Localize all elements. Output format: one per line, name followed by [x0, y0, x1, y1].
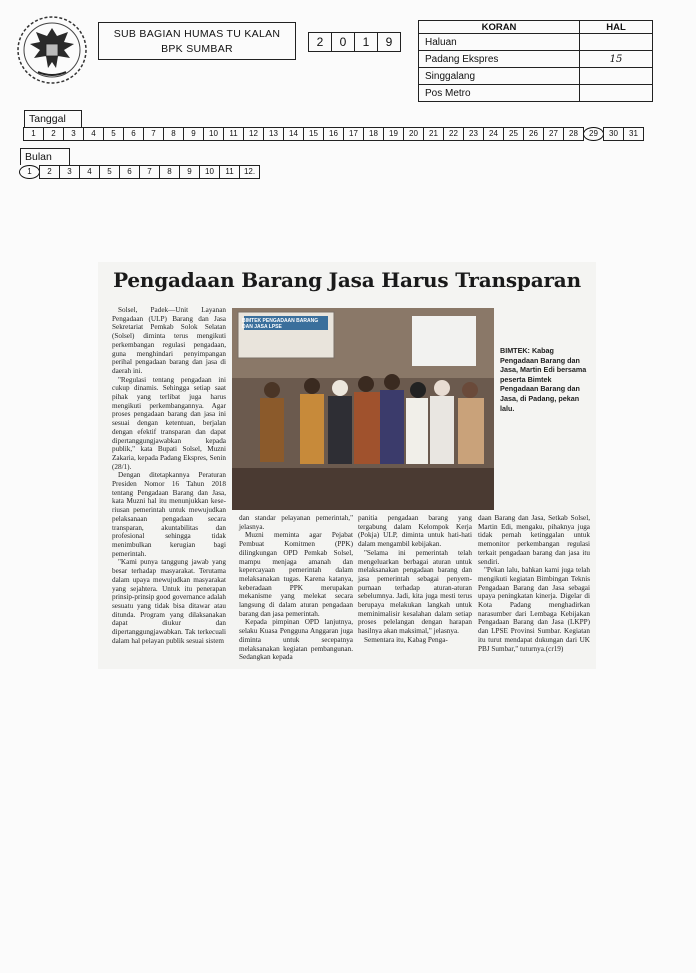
article-paragraph: "Selama ini pemerintah telah mengeluarkan berbagai aturan untuk melaksanakan pengadaan barang dan jasa pemerintah sebagai penyem-purnaan terhadap aturan-aturan sebelumnya. Jadi, kita juga mesti terus berupaya melakukan langkah untuk meminimalisir kesalahan dalam setiap proses pelelangan dengan harapan hasilnya akan maksimal," jelasnya.	[358, 548, 472, 636]
newspaper-table	[418, 20, 653, 102]
day-box: 27	[543, 127, 564, 141]
newspaper-name: Haluan	[419, 34, 580, 51]
day-box: 28	[563, 127, 584, 141]
article-column-1	[112, 306, 226, 645]
page-number: 15	[580, 51, 653, 68]
article-paragraph: "Kami punya tanggung jawab yang besar terhadap masyarakat. Terutama dalam upaya mewujudkan masyarakat yang sejahtera. Untuk itu penerapan prinsip-prinsip good governance adalah sesuatu yang tidak bisa ditawar atau ditunda. Program yang dilaksanakan dapat diukur dan dipertanggungjawabkan. Tak terkecuali dalam hal pelayan publik sesuai sistem	[112, 558, 226, 645]
day-box: 2	[43, 127, 64, 141]
article-column-2	[239, 514, 353, 662]
month-box-selected: 1	[19, 165, 40, 179]
article-column-4	[478, 514, 590, 653]
day-box: 16	[323, 127, 344, 141]
month-box: 5	[99, 165, 120, 179]
article-paragraph: panitia pengadaan barang yang tergabung dalam Kelompok Kerja (Pokja) ULP, diminta untuk hati-hati dalam mengambil kebijakan.	[358, 514, 472, 549]
newspaper-clipping	[98, 262, 596, 669]
month-box: 9	[179, 165, 200, 179]
day-box: 6	[123, 127, 144, 141]
page-number	[580, 34, 653, 51]
day-box: 15	[303, 127, 324, 141]
day-box: 22	[443, 127, 464, 141]
article-paragraph: Sementara itu, Kabag Penga-	[364, 635, 448, 644]
year-boxes	[309, 32, 401, 52]
day-box: 31	[623, 127, 644, 141]
newspaper-name: Singgalang	[419, 68, 580, 85]
day-box: 30	[603, 127, 624, 141]
month-box: 10	[199, 165, 220, 179]
day-box: 9	[183, 127, 204, 141]
article-paragraph: Muzni meminta agar Pejabat Pembuat Komitmen (PPK) dilingkungan OPD Pemkab Solsel, mampu menjaga amanah dan kepercayaan pemerintah dalam melaksanakan tugas. Karena katanya, keberadaan PPK merupakan mekanisme yang melekat secara langsung di dalam aturan pengadaan barang dan jasa pemerintah.	[239, 531, 353, 618]
bulan-section	[20, 148, 260, 179]
day-box: 7	[143, 127, 164, 141]
bulan-label: Bulan	[20, 148, 70, 165]
year-digit: 2	[308, 32, 332, 52]
day-box: 26	[523, 127, 544, 141]
page-number	[580, 85, 653, 102]
garuda-emblem-icon	[12, 10, 92, 88]
tanggal-row	[24, 127, 644, 141]
month-box: 11	[219, 165, 240, 179]
day-box: 14	[283, 127, 304, 141]
month-box: 12.	[239, 165, 260, 179]
office-name-line2: BPK SUMBAR	[161, 43, 233, 55]
day-box: 17	[343, 127, 364, 141]
day-box: 4	[83, 127, 104, 141]
article-paragraph: "Regulasi tentang pengadaan ini cukup dinamis. Sehingga setiap saat pihak yang terlibat juga harus mengikuti perkembangannya. Agar proses pengadaan barang dan jasa ini sesuai dengan ketentuan, berjalan dengan efektif transparan dan dapat dipertanggungjawabkan kepada publik," kata Bupati Solsel, Muzni Zakaria, kepada Padang Ekspres, Senin (28/1).	[112, 375, 226, 471]
newspaper-name: Pos Metro	[419, 85, 580, 102]
month-box: 4	[79, 165, 100, 179]
day-box: 5	[103, 127, 124, 141]
article-paragraph: Solsel, Padek—Unit Layanan Pengadaan (ULP) Barang dan Jasa Sekretariat Pemkab Solok Selatan (Solsel) diminta terus mengikuti perkembangan regulasi pengadaan, guna menghindari penyimpangan perihal pengadaan barang dan jasa di daerah ini.	[112, 306, 226, 375]
day-box: 12	[243, 127, 264, 141]
day-box: 25	[503, 127, 524, 141]
newspaper-name: Padang Ekspres	[419, 51, 580, 68]
day-box-selected: 29	[583, 127, 604, 141]
page-number	[580, 68, 653, 85]
article-paragraph: dan standar pelayanan pemerintah," jelasnya.	[239, 514, 353, 531]
month-box: 3	[59, 165, 80, 179]
day-box: 23	[463, 127, 484, 141]
tanggal-label: Tanggal	[24, 110, 82, 127]
day-box: 21	[423, 127, 444, 141]
month-box: 8	[159, 165, 180, 179]
year-digit: 1	[354, 32, 378, 52]
photo-banner-text: BIMTEK PENGADAAN BARANG DAN JASA LPSE	[242, 318, 319, 330]
year-digit: 9	[377, 32, 401, 52]
month-box: 6	[119, 165, 140, 179]
day-box: 10	[203, 127, 224, 141]
day-box: 18	[363, 127, 384, 141]
article-paragraph: Kepada pimpinan OPD lanjutnya, selaku Kuasa Pengguna Anggaran juga diminta untuk secepatnya melaksanakan kegiatan pembangunan. Sedangkan kepada	[239, 618, 353, 662]
day-box: 24	[483, 127, 504, 141]
article-column-3	[358, 514, 472, 645]
day-box: 1	[23, 127, 44, 141]
day-box: 8	[163, 127, 184, 141]
article-headline: Pengadaan Barang Jasa Harus Transparan	[113, 268, 581, 292]
photo-caption: BIMTEK: Kabag Pengadaan Barang dan Jasa, Martin Edi bersama peserta Bimtek Pengadaan Barang dan Jasa, di Padang, pekan lalu.	[500, 346, 587, 413]
koran-header: KORAN	[419, 21, 580, 34]
article-paragraph: daan Barang dan Jasa, Setkab Solsel, Martin Edi, mengaku, pihaknya juga tidak pernah ketinggalan untuk memonitor perkembangan regulasi terkait pengadaan barang dan jasa itu sendiri.	[478, 514, 590, 566]
article-photo	[232, 308, 494, 510]
year-digit: 0	[331, 32, 355, 52]
office-name-line1: SUB BAGIAN HUMAS TU KALAN	[113, 28, 281, 40]
day-box: 3	[63, 127, 84, 141]
day-box: 13	[263, 127, 284, 141]
day-box: 20	[403, 127, 424, 141]
day-box: 11	[223, 127, 244, 141]
month-box: 2	[39, 165, 60, 179]
day-box: 19	[383, 127, 404, 141]
hal-header: HAL	[580, 21, 653, 34]
bulan-row	[20, 165, 260, 179]
tanggal-section	[24, 110, 644, 141]
article-paragraph: "Pekan lalu, bahkan kami juga telah mengikuti kegiatan Bimbingan Teknis Pengadaan Barang dan Jasa sebagai upaya peningkatan kinerja. Digelar di Kota Padang menghadirkan narasumber dari Lembaga Kebijakan Pengadaan Barang dan Jasa (LKPP) dan LPSE Provinsi Sumbar. Kegiatan itu turut mendapat dukungan dari UK PBJ Sumbar," tuturnya.(cr19)	[478, 566, 590, 653]
month-box: 7	[139, 165, 160, 179]
article-paragraph: Dengan ditetapkannya Peraturan Presiden Nomor 16 Tahun 2018 tentang Pengadaan Barang dan Jasa, kata Muzni hal itu menunjukkan kese-riusan pemerintah untuk mewujudkan pelaksanaan pengadaan secara transparan, akuntabilitas dan profesional sehingga tidak menimbulkan kerugian bagi pemerintah.	[112, 471, 226, 558]
office-name-box	[98, 22, 296, 60]
